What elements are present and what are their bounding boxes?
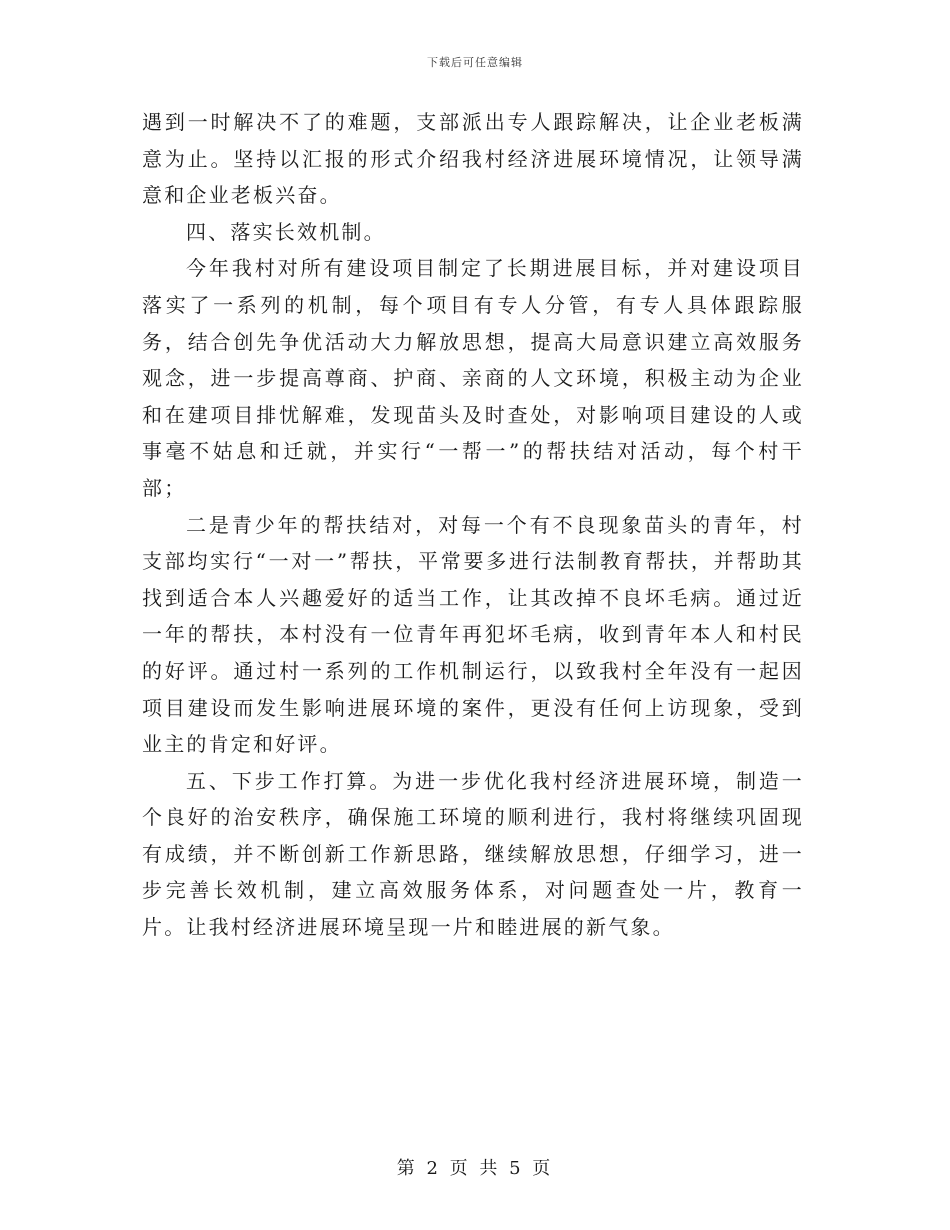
paragraph: 遇到一时解决不了的难题，支部派出专人跟踪解决，让企业老板满意为止。坚持以汇报的形式介绍我村经济进展环境情况，让领导满意和企业老板兴奋。 [142, 110, 804, 208]
document-body [142, 104, 804, 946]
paragraph: 今年我村对所有建设项目制定了长期进展目标，并对建设项目落实了一系列的机制，每个项目有专人分管，有专人具体跟踪服务，结合创先争优活动大力解放思想，提高大局意识建立高效服务观念，进一步提高尊商、护商、亲商的人文环境，积极主动为企业和在建项目排忧解难，发现苗头及时查处，对影响项目建设的人或事毫不姑息和迁就，并实行“一帮一”的帮扶结对活动，每个村干部； [142, 256, 804, 500]
paragraph: 五、下步工作打算。为进一步优化我村经济进展环境，制造一个良好的治安秩序，确保施工环境的顺利进行，我村将继续巩固现有成绩，并不断创新工作新思路，继续解放思想，仔细学习，进一步完善长效机制，建立高效服务体系，对问题查处一片，教育一片。让我村经济进展环境呈现一片和睦进展的新气象。 [142, 768, 804, 940]
section-heading: 四、落实长效机制。 [186, 219, 386, 244]
page-header: 下载后可任意编辑 [427, 56, 523, 69]
paragraph: 二是青少年的帮扶结对，对每一个有不良现象苗头的青年，村支部均实行“一对一”帮扶，平常要多进行法制教育帮扶，并帮助其找到适合本人兴趣爱好的适当工作，让其改掉不良坏毛病。通过近一年的帮扶，本村没有一位青年再犯坏毛病，收到青年本人和村民的好评。通过村一系列的工作机制运行，以致我村全年没有一起因项目建设而发生影响进展环境的案件，更没有任何上访现象，受到业主的肯定和好评。 [142, 512, 804, 757]
page-number: 第 2 页 共 5 页 [396, 1158, 554, 1179]
